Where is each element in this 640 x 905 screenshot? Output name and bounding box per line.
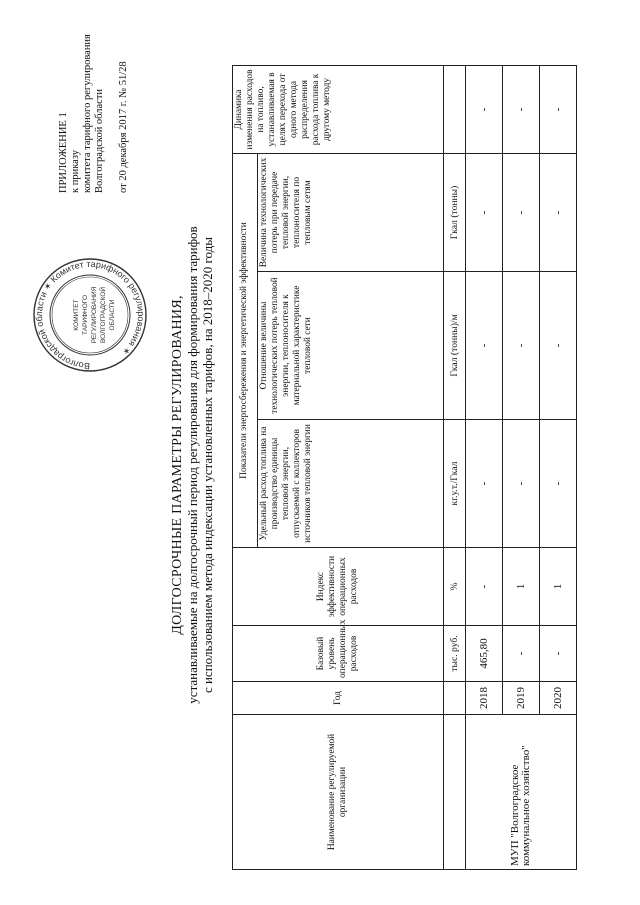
- header-org: Наименование регулируемой организации: [233, 715, 444, 870]
- row-fuel: -: [540, 420, 577, 548]
- svg-text:ТАРИФНОГО: ТАРИФНОГО: [82, 295, 89, 335]
- row-dynamics: -: [466, 65, 503, 153]
- row-ratio: -: [466, 272, 503, 420]
- svg-text:Волгоградской области ✶ Комите: Волгоградской области ✶ Комитет тарифного регулирования ✶: [33, 258, 147, 372]
- org-name: МУП "Волгоградское коммунальное хозяйство": [466, 715, 577, 870]
- row-index: 1: [540, 548, 577, 626]
- header-efficiency-index: Индекс эффективности операционных расходов: [233, 548, 444, 626]
- row-ratio: -: [540, 272, 577, 420]
- appendix-date: от 20 декабря 2017 г. № 51/28: [118, 61, 129, 193]
- unit-index: %: [444, 548, 466, 626]
- official-stamp: [30, 255, 150, 375]
- header-tech-losses: Величина технологических потерь при передаче тепловой энергии, теплоносителя по тепловым сетям: [257, 153, 444, 271]
- appendix-title: ПРИЛОЖЕНИЕ 1: [58, 112, 69, 193]
- row-year: 2018: [466, 682, 503, 715]
- row-index: -: [466, 548, 503, 626]
- row-base: 465,80: [466, 626, 503, 682]
- appendix-block: [58, 34, 130, 238]
- unit-base: тыс. руб.: [444, 626, 466, 682]
- row-dynamics: -: [503, 65, 540, 153]
- table-row: [466, 65, 503, 869]
- svg-text:РЕГУЛИРОВАНИЯ: РЕГУЛИРОВАНИЯ: [91, 286, 98, 344]
- appendix-order: к приказу: [70, 150, 81, 193]
- row-loss: -: [503, 153, 540, 271]
- title-line-3: с использованием метода индексации установленных тарифов, на 2018–2020 годы: [200, 236, 215, 694]
- unit-loss: Гкал (тонны): [444, 153, 466, 271]
- row-year: 2020: [540, 682, 577, 715]
- title-line-1: ДОЛГОСРОЧНЫЕ ПАРАМЕТРЫ РЕГУЛИРОВАНИЯ,: [170, 295, 185, 635]
- header-year: Год: [233, 682, 444, 715]
- svg-text:КОМИТЕТ: КОМИТЕТ: [73, 299, 80, 331]
- row-year: 2019: [503, 682, 540, 715]
- unit-ratio: Гкал (тонны)/м: [444, 272, 466, 420]
- parameters-table: [232, 66, 577, 870]
- row-ratio: -: [503, 272, 540, 420]
- title-line-2: устанавливаемые на долгосрочный период регулирования для формирования тарифов: [185, 226, 200, 704]
- document-title: [170, 185, 215, 745]
- unit-fuel: кг.у.т./Гкал: [444, 420, 466, 548]
- row-fuel: -: [503, 420, 540, 548]
- row-dynamics: -: [540, 65, 577, 153]
- header-energy-group: Показатели энергосбережения и энергетической эффективности: [233, 153, 258, 547]
- appendix-committee: комитета тарифного регулирования: [82, 34, 93, 193]
- appendix-region: Волгоградской области: [94, 88, 105, 193]
- header-fuel-rate: Удельный расход топлива на производство единицы тепловой энергии, отпускаемой с коллекторов источников тепловой энергии: [257, 420, 444, 548]
- row-base: -: [503, 626, 540, 682]
- header-loss-ratio: Отношение величины технологических потерь тепловой энергии, теплоносителя к материальной характеристике тепловой сети: [257, 272, 444, 420]
- row-base: -: [540, 626, 577, 682]
- svg-text:ОБЛАСТИ: ОБЛАСТИ: [109, 299, 116, 331]
- header-fuel-dynamics: Динамика изменения расходов на топливо, устанавливаемая в целях перехода от одного метода распределения расхода топлива к другому методу: [233, 65, 444, 153]
- row-fuel: -: [466, 420, 503, 548]
- row-loss: -: [540, 153, 577, 271]
- row-index: 1: [503, 548, 540, 626]
- svg-text:ВОЛГОГРАДСКОЙ: ВОЛГОГРАДСКОЙ: [100, 286, 107, 344]
- header-base-costs: Базовый уровень операционных расходов: [233, 626, 444, 682]
- row-loss: -: [466, 153, 503, 271]
